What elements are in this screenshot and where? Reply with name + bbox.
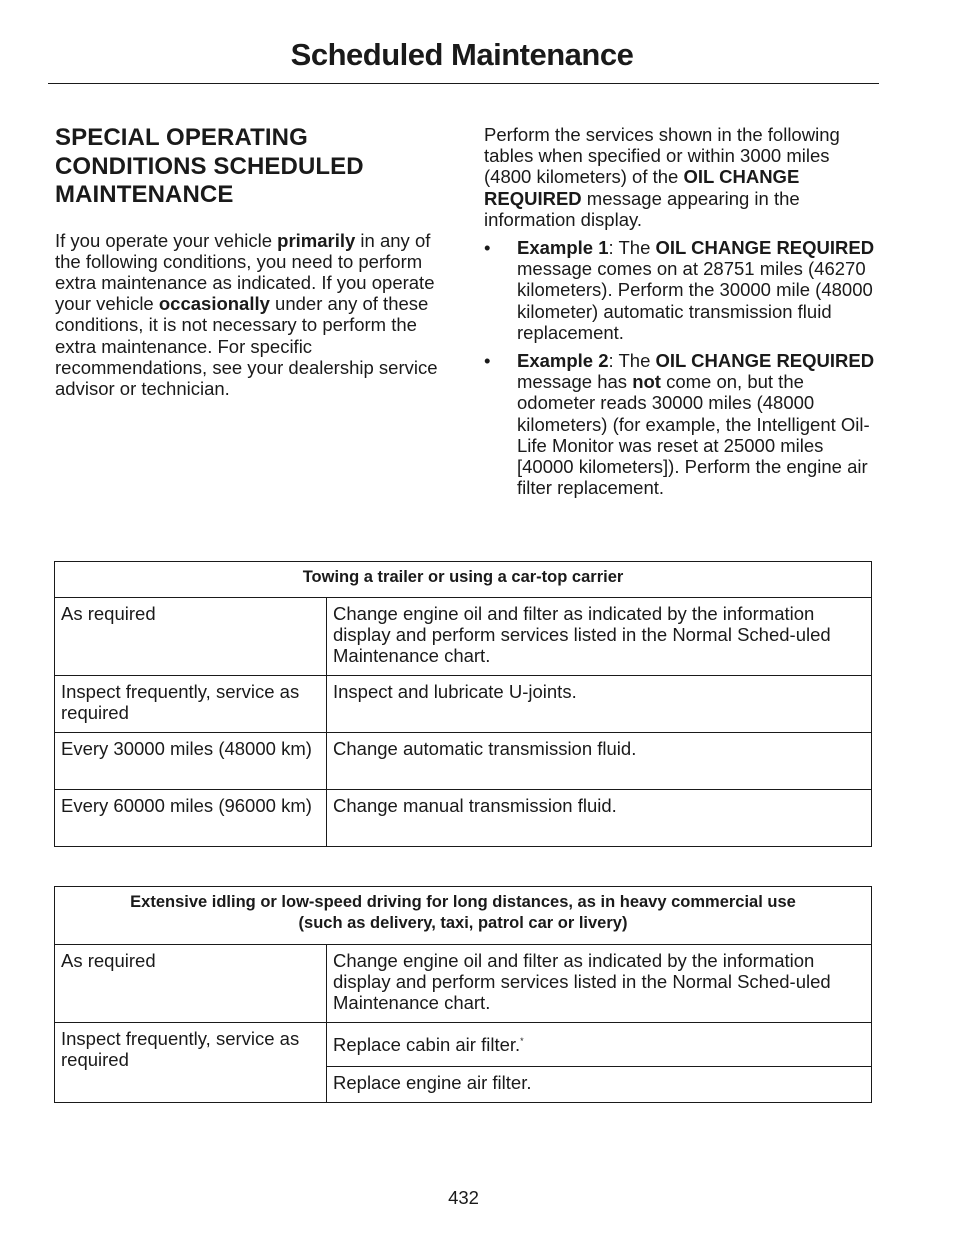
- action-cell: Replace cabin air filter.*: [327, 1023, 872, 1067]
- section-heading: SPECIAL OPERATING CONDITIONS SCHEDULED MAINTENANCE: [55, 124, 364, 208]
- right-column: [484, 124, 879, 505]
- table-row: [55, 676, 872, 733]
- table-row: [55, 598, 872, 676]
- interval-cell: Inspect frequently, service as required: [55, 1023, 327, 1103]
- table-row: [55, 733, 872, 790]
- table-row: [55, 945, 872, 1023]
- example-label: Example 2: [517, 350, 609, 372]
- idling-maintenance-table: [54, 886, 872, 1103]
- emphasis-primarily: primarily: [277, 229, 356, 251]
- bullet-icon: •: [484, 237, 491, 259]
- interval-cell: Inspect frequently, service as required: [55, 676, 327, 733]
- table-header: Extensive idling or low-speed driving for long distances, as in heavy commercial use (such as delivery, taxi, patrol car or livery): [55, 887, 872, 945]
- examples-list: [484, 237, 879, 498]
- page-title: Scheduled Maintenance: [290, 37, 634, 72]
- table-header: Towing a trailer or using a car-top carrier: [55, 562, 872, 598]
- interval-cell: Every 30000 miles (48000 km): [55, 733, 327, 790]
- interval-cell: As required: [55, 598, 327, 676]
- table-row: [55, 1023, 872, 1067]
- services-intro: Perform the services shown in the following tables when specified or within 3000 miles (4800 kilometers) of the OIL CHANGE REQUIRED message appearing in the information display.: [484, 124, 840, 230]
- interval-cell: Every 60000 miles (96000 km): [55, 790, 327, 847]
- action-cell: Inspect and lubricate U-joints.: [327, 676, 872, 733]
- page-number: 432: [448, 1187, 479, 1208]
- footnote-marker: *: [520, 1035, 524, 1046]
- action-cell: Change engine oil and filter as indicated by the information display and perform services listed in the Normal Sched-uled Maintenance chart.: [327, 945, 872, 1023]
- example-label: Example 1: [517, 237, 609, 259]
- action-cell: Change automatic transmission fluid.: [327, 733, 872, 790]
- towing-maintenance-table: [54, 561, 872, 847]
- title-divider: [48, 83, 879, 84]
- emphasis-occasionally: occasionally: [158, 293, 270, 315]
- table-row: [55, 790, 872, 847]
- bullet-icon: •: [484, 350, 491, 372]
- oil-change-required-term: OIL CHANGE REQUIRED: [484, 166, 800, 209]
- action-cell: Change manual transmission fluid.: [327, 790, 872, 847]
- list-item-example-1: • Example 1: The OIL CHANGE REQUIRED message comes on at 28751 miles (46270 kilometers). Perform the 30000 mile (48000 kilometer) automatic transmission fluid replacement.: [484, 237, 875, 343]
- left-column: [55, 124, 450, 399]
- action-cell: Replace engine air filter.: [327, 1067, 872, 1103]
- action-cell: Change engine oil and filter as indicated by the information display and perform services listed in the Normal Sched-uled Maintenance chart.: [327, 598, 872, 676]
- interval-cell: As required: [55, 945, 327, 1023]
- list-item-example-2: • Example 2: The OIL CHANGE REQUIRED message has not come on, but the odometer reads 30000 miles (48000 kilometers) (for example, the Intelligent Oil-Life Monitor was reset at 25000 miles [40000 kilometers]). Perform the engine air filter replacement.: [484, 350, 875, 499]
- section-intro: If you operate your vehicle primarily in any of the following conditions, you need to perform extra maintenance as indicated. If you operate your vehicle occasionally under any of these conditions, it is not necessary to perform the extra maintenance. For specific recommendations, see your dealership service advisor or technician.: [55, 229, 438, 399]
